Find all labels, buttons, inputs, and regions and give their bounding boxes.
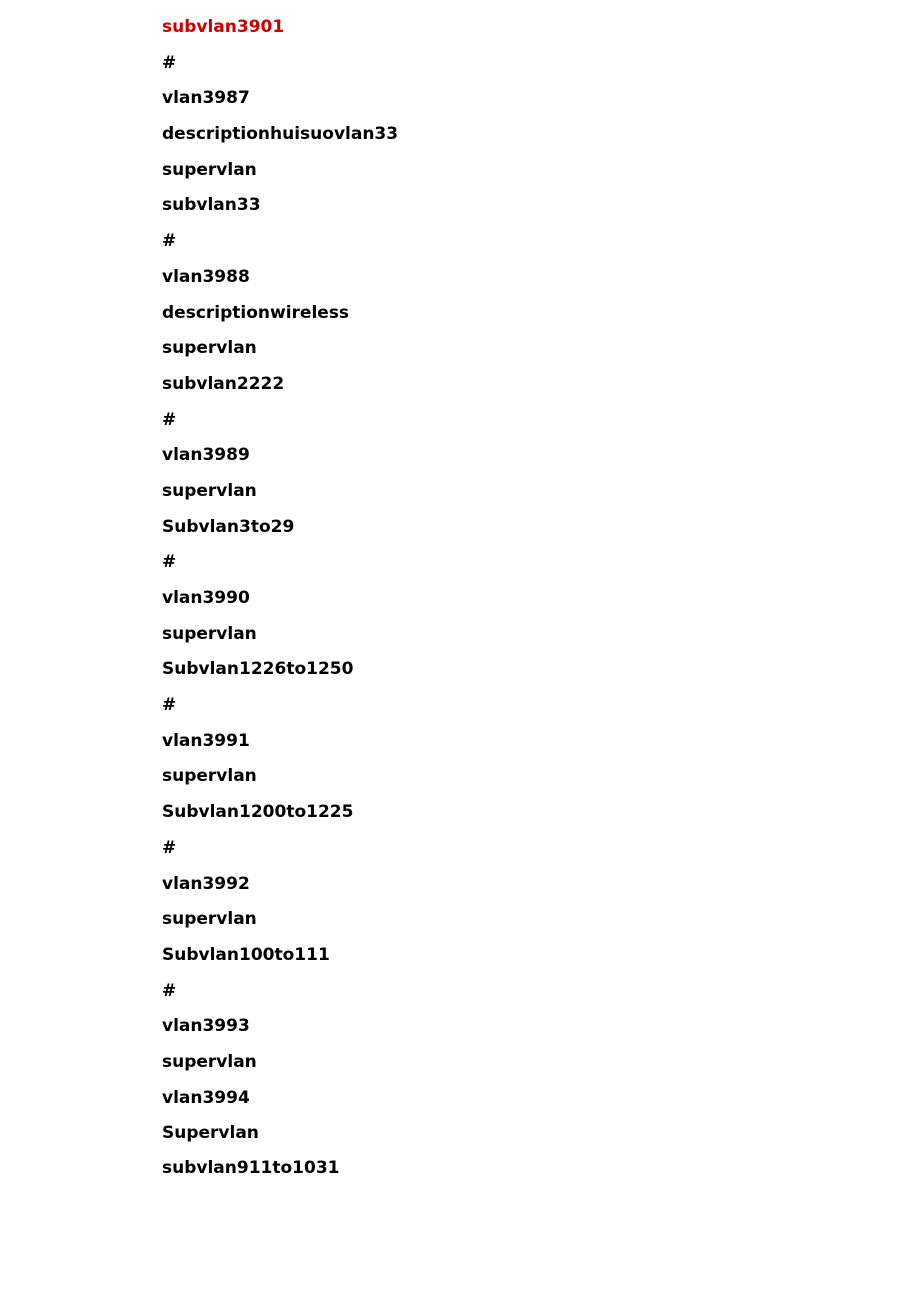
config-line: descriptionhuisuovlan33 xyxy=(162,124,399,145)
config-line: # xyxy=(162,52,177,73)
config-line: # xyxy=(162,231,177,252)
config-line: # xyxy=(162,409,177,430)
config-line: supervlan xyxy=(162,909,257,930)
config-line: # xyxy=(162,837,177,858)
config-line: Subvlan1200to1225 xyxy=(162,802,354,823)
config-line: subvlan3901 xyxy=(162,17,285,37)
config-line: # xyxy=(162,980,177,1001)
config-line: subvlan911to1031 xyxy=(162,1157,340,1178)
config-line: vlan3988 xyxy=(162,266,250,287)
config-line: subvlan2222 xyxy=(162,373,285,394)
config-line: supervlan xyxy=(162,623,257,644)
config-line: descriptionwireless xyxy=(162,302,350,323)
config-line: supervlan xyxy=(162,159,257,180)
config-line: vlan3993 xyxy=(162,1016,250,1037)
config-line: Subvlan3to29 xyxy=(162,516,295,537)
config-line: vlan3992 xyxy=(162,873,250,894)
config-line: # xyxy=(162,552,177,573)
config-line: vlan3991 xyxy=(162,730,250,751)
config-line: supervlan xyxy=(162,1051,257,1072)
config-line: supervlan xyxy=(162,766,257,787)
config-line: vlan3989 xyxy=(162,445,250,466)
config-line: supervlan xyxy=(162,338,257,359)
config-line: Subvlan1226to1250 xyxy=(162,659,354,680)
config-line: # xyxy=(162,695,177,716)
config-line: Subvlan100to111 xyxy=(162,944,330,965)
config-line: supervlan xyxy=(162,480,257,501)
config-text-block xyxy=(162,16,398,1179)
config-line: vlan3990 xyxy=(162,588,250,608)
config-line: Supervlan xyxy=(162,1122,259,1143)
config-line: subvlan33 xyxy=(162,195,261,216)
config-line: vlan3987 xyxy=(162,88,250,109)
config-line: vlan3994 xyxy=(162,1087,250,1108)
